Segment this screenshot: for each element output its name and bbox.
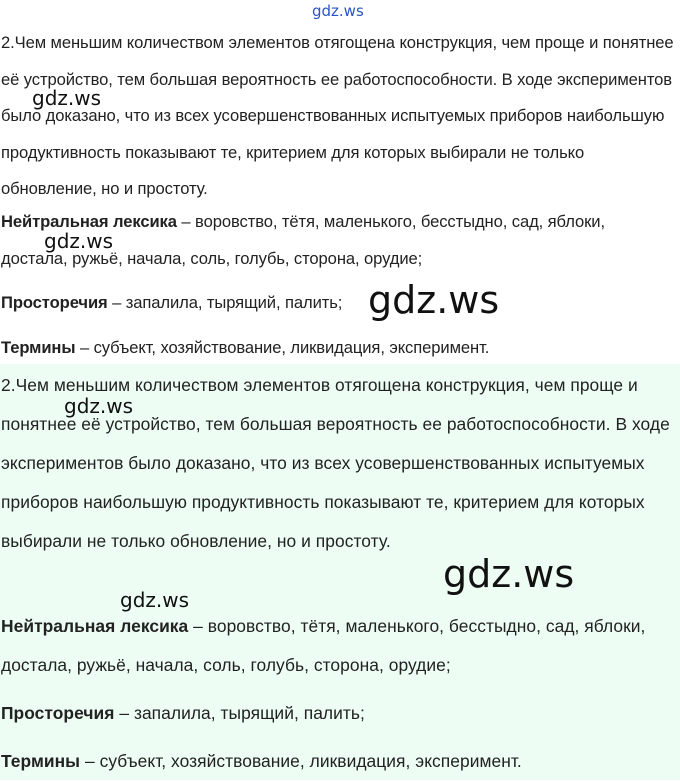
terms-term: Термины [1,751,81,771]
watermark-large: gdz.ws [443,552,575,596]
neutral-vocabulary-words: – воровство, тётя, маленького, бесстыдно, сад, яблоки, достала, ружьё, начала, соль, голубь, сторона, орудие; [1,212,605,268]
colloquial-words: – запалила, тырящий, палить; [114,703,365,723]
colloquial-words: – запалила, тырящий, палить; [107,293,343,312]
neutral-vocabulary-words: – воровство, тётя, маленького, бесстыдно, сад, яблоки, достала, ружьё, начала, соль, голубь, сторона, орудие; [1,616,646,675]
colloquial-line [1,694,674,733]
terms-words: – субъект, хозяйствование, ликвидация, эксперимент. [75,338,490,357]
watermark-large: gdz.ws [368,278,500,322]
neutral-vocabulary-term: Нейтральная лексика [1,212,177,231]
watermark: gdz.ws [120,588,190,612]
terms-words: – субъект, хозяйствование, ликвидация, эксперимент. [80,751,522,771]
terms-line [1,330,674,367]
answer-paragraph: 2.Чем меньшим количеством элементов отягощена конструкция, чем проще и понятнее её устройство, тем большая вероятность ее работоспособности. В ходе экспериментов было доказано, что из всех усовершенствованных испытуемых приборов наибольшую продуктивность показывают те, критерием для которых выбирали не только обновление, но и простоту. [1,375,670,551]
answer-paragraph: 2.Чем меньшим количеством элементов отягощена конструкция, чем проще и понятнее её устройство, тем большая вероятность ее работоспособности. В ходе экспериментов было доказано, что из всех усовершенствованных испытуемых приборов наибольшую продуктивность показывают те, критерием для которых выбирали не только обновление, но и простоту. [1,33,674,198]
colloquial-term: Просторечия [1,293,108,312]
watermark: gdz.ws [44,229,114,253]
first-answer-block [0,0,680,364]
terms-term: Термины [1,338,76,357]
neutral-vocabulary-line [1,607,674,685]
neutral-vocabulary-term: Нейтральная лексика [1,616,189,636]
second-answer-block [0,364,680,780]
colloquial-line [1,285,674,322]
watermark: gdz.ws [64,394,134,418]
watermark: gdz.ws [32,86,102,110]
colloquial-term: Просторечия [1,703,115,723]
terms-line [1,742,674,781]
watermark-top: gdz.ws [312,2,364,20]
